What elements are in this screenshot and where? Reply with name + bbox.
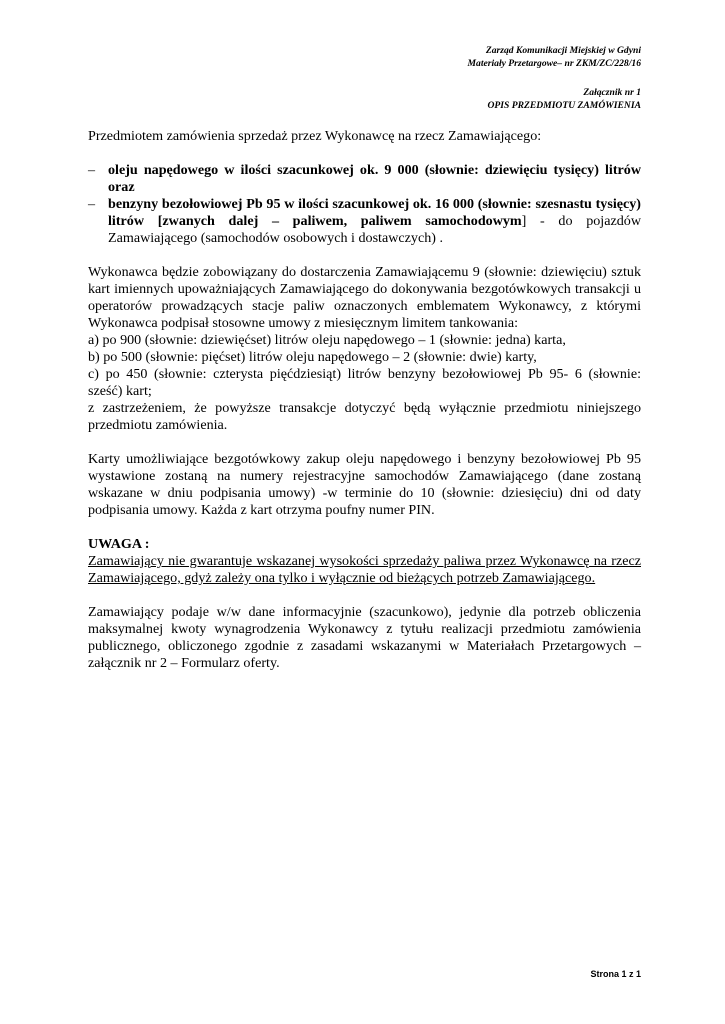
dash-bullet: – <box>88 196 96 212</box>
item-diesel: oleju napędowego w ilości szacunkowej ok. 9 000 (słownie: dziewięciu tysięcy) litrów oraz <box>108 162 641 195</box>
attachment-header <box>487 86 641 112</box>
registration-paragraph: Karty umożliwiające bezgotówkowy zakup oleju napędowego i benzyny bezołowiowej Pb 95 wystawione zostaną na numery rejestracyjne samochodów Zamawiającego (dane zostaną wskazane w dniu podpisania umowy) -w terminie do 10 (słownie: dziesięciu) dni od daty podpisania umowy. Każda z kart otrzyma poufny numer PIN. <box>88 451 641 518</box>
cards-paragraph: Wykonawca będzie zobowiązany do dostarczenia Zamawiającemu 9 (słownie: dziewięciu) sztuk kart imiennych upoważniających Zamawiającego do dokonywania bezgotówkowych transakcji u operatorów prowadzących stacje paliw oznaczonych emblematem Wykonawcy, z którymi Wykonawca podpisał stosowne umowy z miesięcznym limitem tankowania: <box>88 264 641 331</box>
document-title: OPIS PRZEDMIOTU ZAMÓWIENIA <box>487 100 641 111</box>
cards-option-a: a) po 900 (słownie: dziewięćset) litrów oleju napędowego – 1 (słownie: jedna) karta, <box>88 332 566 348</box>
cards-option-c: c) po 450 (słownie: czterysta pięćdziesiąt) litrów benzyny bezołowiowej Pb 95- 6 (słownie: sześć) kart; <box>88 366 641 399</box>
cards-option-b: b) po 500 (słownie: pięćset) litrów oleju napędowego – 2 (słownie: dwie) karty, <box>88 349 537 365</box>
dash-bullet: – <box>88 162 96 178</box>
item-petrol-rest: ] - do pojazdów Zamawiającego (samochodów osobowych i dostawczych) . <box>108 213 641 246</box>
warning-title: UWAGA : <box>88 536 150 552</box>
closing-paragraph: Zamawiający podaje w/w dane informacyjnie (szacunkowo), jedynie dla potrzeb obliczenia maksymalnej kwoty wynagrodzenia Wykonawcy z tytułu realizacji przedmiotu zamówienia publicznego, obliczonego zgodnie z zasadami wskazanymi w Materiałach Przetargowych – załącznik nr 2 – Formularz oferty. <box>88 604 641 671</box>
order-items-list <box>88 162 641 247</box>
page-number: Strona 1 z 1 <box>590 969 641 979</box>
intro-paragraph: Przedmiotem zamówienia sprzedaż przez Wykonawcę na rzecz Zamawiającego: <box>88 128 542 144</box>
document-header <box>468 44 642 70</box>
list-item <box>88 162 641 196</box>
header-organization: Zarząd Komunikacji Miejskiej w Gdyni <box>485 45 641 56</box>
attachment-number: Załącznik nr 1 <box>583 87 641 98</box>
item-petrol: benzyny bezołowiowej Pb 95 w ilości szacunkowej ok. 16 000 (słownie: szesnastu tysięcy) litrów [zwanych dalej – paliwem, paliwem samochodowym <box>108 196 641 229</box>
cards-reservation: z zastrzeżeniem, że powyższe transakcje dotyczyć będą wyłącznie przedmiotu niniejszego przedmiotu zamówienia. <box>88 400 641 433</box>
header-reference: Materiały Przetargowe– nr ZKM/ZC/228/16 <box>467 58 641 69</box>
warning-text: Zamawiający nie gwarantuje wskazanej wysokości sprzedaży paliwa przez Wykonawcę na rzecz Zamawiającego, gdyż zależy ona tylko i wyłącznie od bieżących potrzeb Zamawiającego. <box>88 553 641 586</box>
list-item <box>88 196 641 247</box>
document-body <box>88 128 641 672</box>
